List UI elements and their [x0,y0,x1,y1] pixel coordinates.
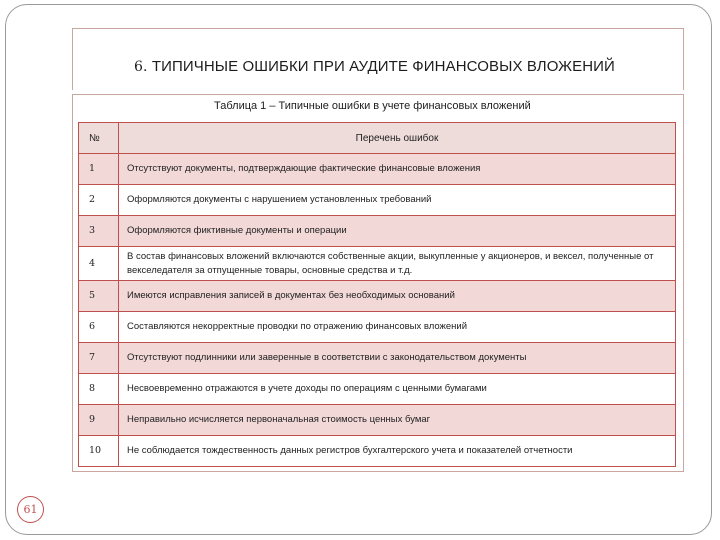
row-number: 4 [79,247,119,281]
table-row [79,216,676,247]
row-text: В состав финансовых вложений включаются собственные акции, выкупленные у акционеров, и вексел, полученные от векселедателя за отпущенные товары, основные средства и т.д. [119,247,676,281]
row-number: 5 [79,281,119,312]
row-text: Не соблюдается тождественность данных регистров бухгалтерского учета и показателей отчетности [119,436,676,467]
table-row [79,312,676,343]
slide-title [134,58,615,75]
row-number: 9 [79,405,119,436]
row-text: Несвоевременно отражаются в учете доходы по операциям с ценными бумагами [119,374,676,405]
row-text: Составляются некорректные проводки по отражению финансовых вложений [119,312,676,343]
table-row [79,247,676,281]
row-number: 2 [79,185,119,216]
title-text: ТИПИЧНЫЕ ОШИБКИ ПРИ АУДИТЕ ФИНАНСОВЫХ ВЛОЖЕНИЙ [151,58,615,75]
header-number: № [79,123,119,154]
table-row [79,374,676,405]
row-text: Отсутствуют подлинники или заверенные в соответствии с законодательством документы [119,343,676,374]
row-number: 3 [79,216,119,247]
table-row [79,185,676,216]
table-row [79,405,676,436]
title-number: 6. [134,59,148,75]
table-row [79,154,676,185]
row-number: 10 [79,436,119,467]
row-text: Имеются исправления записей в документах без необходимых оснований [119,281,676,312]
row-number: 7 [79,343,119,374]
row-number: 8 [79,374,119,405]
row-text: Отсутствуют документы, подтверждающие фактические финансовые вложения [119,154,676,185]
table-row [79,436,676,467]
row-text: Оформляются фиктивные документы и операции [119,216,676,247]
header-list: Перечень ошибок [119,123,676,154]
row-text: Неправильно исчисляется первоначальная стоимость ценных бумаг [119,405,676,436]
row-number: 1 [79,154,119,185]
errors-table [78,122,676,467]
row-number: 6 [79,312,119,343]
page-number-badge: 61 [17,496,44,523]
table-row [79,343,676,374]
table-caption: Таблица 1 – Типичные ошибки в учете финансовых вложений [214,100,531,112]
row-text: Оформляются документы с нарушением установленных требований [119,185,676,216]
table-row [79,281,676,312]
table-header-row [79,123,676,154]
